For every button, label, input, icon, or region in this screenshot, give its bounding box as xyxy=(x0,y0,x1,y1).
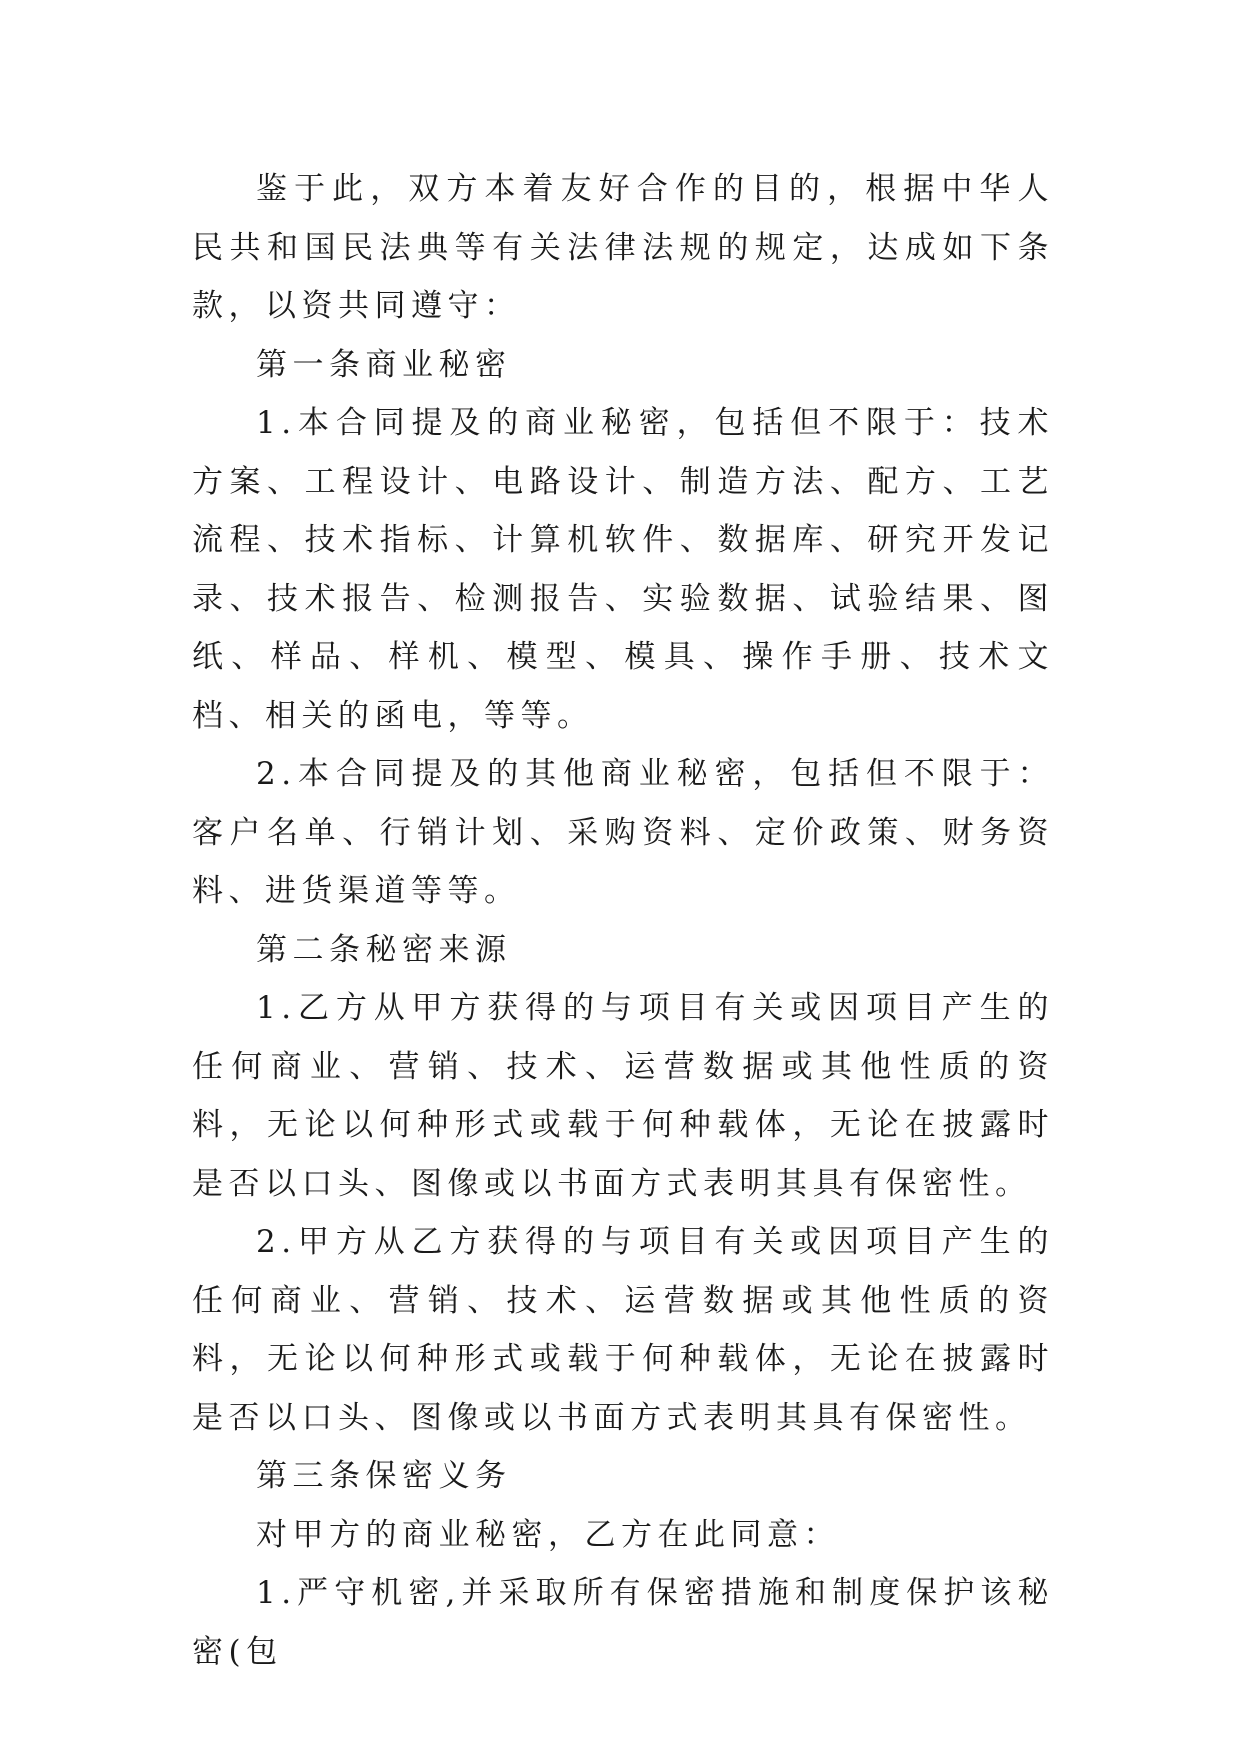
paragraph-article-1-item-2: 2.本合同提及的其他商业秘密，包括但不限于：客户名单、行销计划、采购资料、定价政策、财务资料、进货渠道等等。 xyxy=(192,756,1054,909)
paragraph-article-1-item-1: 1.本合同提及的商业秘密，包括但不限于：技术方案、工程设计、电路设计、制造方法、配方、工艺流程、技术指标、计算机软件、数据库、研究开发记录、技术报告、检测报告、实验数据、试验结果、图纸、样品、样机、模型、模具、操作手册、技术文档、相关的函电，等等。 xyxy=(192,405,1054,734)
heading-article-1: 第一条商业秘密 xyxy=(256,346,512,383)
heading-article-2: 第二条秘密来源 xyxy=(256,931,512,968)
heading-article-3: 第三条保密义务 xyxy=(256,1458,512,1494)
paragraph-article-2-item-2: 2.甲方从乙方获得的与项目有关或因项目产生的任何商业、营销、技术、运营数据或其他性质的资料，无论以何种形式或载于何种载体，无论在披露时是否以口头、图像或以书面方式表明其具有保密性。 xyxy=(192,1224,1054,1436)
paragraph-article-2-item-1: 1.乙方从甲方获得的与项目有关或因项目产生的任何商业、营销、技术、运营数据或其他性质的资料，无论以何种形式或载于何种载体，无论在披露时是否以口头、图像或以书面方式表明其具有保密性。 xyxy=(192,990,1054,1202)
document-body xyxy=(192,160,1054,1681)
paragraph-preamble: 鉴于此，双方本着友好合作的目的，根据中华人民共和国民法典等有关法律法规的规定，达成如下条款，以资共同遵守： xyxy=(192,171,1054,324)
paragraph-article-3-item-1: 1.严守机密,并采取所有保密措施和制度保护该秘密(包 xyxy=(192,1575,1054,1670)
paragraph-article-3-intro: 对甲方的商业秘密，乙方在此同意： xyxy=(256,1516,840,1553)
